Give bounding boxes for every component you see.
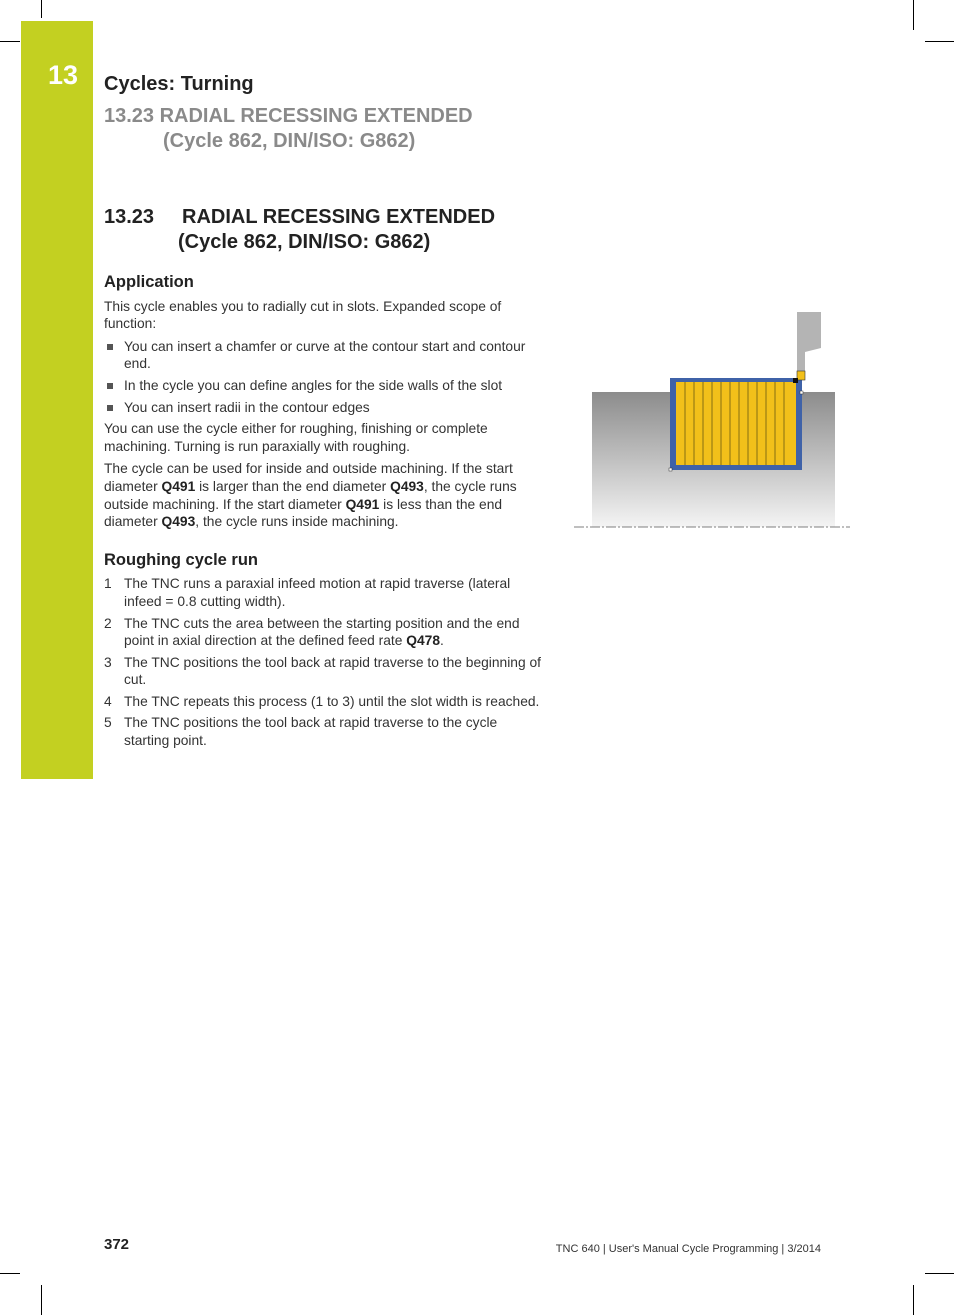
running-header-subtitle: [104, 104, 473, 154]
section-title-line2: (Cycle 862, DIN/ISO: G862): [178, 231, 431, 253]
application-heading: Application: [104, 273, 194, 291]
page-number: 372: [104, 1236, 130, 1253]
parameter-q478: Q478: [406, 633, 441, 649]
application-intro: This cycle enables you to radially cut in slots. Expanded scope of function:: [104, 298, 502, 332]
step-item: [104, 693, 544, 711]
step-item: [104, 615, 544, 650]
crop-mark: [925, 41, 954, 42]
step-text: .: [440, 633, 444, 649]
start-point-marker: [793, 378, 798, 383]
crop-mark: [913, 0, 914, 30]
bullet-square-icon: [107, 405, 113, 411]
application-para3: [104, 460, 544, 530]
text-run: is less than the end diameter: [104, 496, 503, 530]
crop-mark: [41, 1285, 42, 1315]
parameter-q491: Q491: [161, 478, 196, 494]
bullet-square-icon: [107, 383, 113, 389]
step-item: [104, 575, 544, 610]
bullet-text: You can insert a chamfer or curve at the contour start and contour end.: [124, 338, 526, 372]
step-text: The TNC repeats this process (1 to 3) until the slot width is reached.: [124, 693, 540, 709]
step-text: The TNC positions the tool back at rapid traverse to the cycle starting point.: [124, 715, 498, 749]
application-para2: You can use the cycle either for roughing, finishing or complete machining. Turning is run paraxially with roughing.: [104, 421, 488, 454]
parameter-q493: Q493: [161, 514, 196, 530]
tool-holder: [797, 312, 821, 372]
text-run: is larger than the end diameter: [195, 478, 391, 494]
step-number: 5: [104, 715, 112, 731]
running-header-line1: 13.23 RADIAL RECESSING EXTENDED: [104, 105, 473, 127]
running-header-title: Cycles: Turning: [104, 73, 254, 95]
step-item: [104, 714, 544, 749]
crop-mark: [925, 1273, 954, 1274]
bullet-item: [104, 338, 544, 373]
crop-mark: [0, 41, 20, 42]
step-number: 3: [104, 654, 112, 670]
step-number: 1: [104, 576, 112, 592]
chapter-number: 13: [48, 60, 79, 90]
section-heading: [104, 205, 495, 255]
footer-info: TNC 640 | User's Manual Cycle Programming | 3/2014: [555, 1243, 821, 1255]
tool-insert: [797, 371, 805, 380]
step-number: 2: [104, 615, 112, 631]
chapter-tab: [21, 21, 93, 779]
crop-mark: [41, 0, 42, 18]
main-text: [104, 274, 544, 754]
step-text: The TNC runs a paraxial infeed motion at rapid traverse (lateral infeed = 0.8 cutting width).: [124, 576, 511, 609]
text-run: , the cycle runs outside machining. If the start diameter: [104, 478, 517, 512]
parameter-q493: Q493: [390, 478, 424, 494]
corner-marker: [669, 468, 672, 471]
bullet-text: You can insert radii in the contour edges: [124, 399, 370, 415]
bullet-item: [104, 399, 544, 417]
section-number: 13.23: [104, 206, 155, 228]
crop-mark: [913, 1285, 914, 1315]
recessing-illustration: [572, 308, 852, 532]
step-number: 4: [104, 693, 112, 709]
bullet-item: [104, 377, 544, 395]
crop-mark: [0, 1273, 20, 1274]
section-title-line1: RADIAL RECESSING EXTENDED: [182, 206, 496, 228]
corner-marker: [800, 391, 803, 394]
running-header-line2: (Cycle 862, DIN/ISO: G862): [163, 130, 416, 152]
roughing-heading: Roughing cycle run: [104, 550, 259, 569]
step-item: [104, 654, 544, 689]
text-run: The cycle can be used for inside and outside machining. If the start diameter: [104, 461, 513, 494]
step-text: The TNC cuts the area between the starting position and the end point in axial direction at the defined feed rate: [124, 615, 520, 649]
bullet-square-icon: [107, 344, 113, 350]
parameter-q491: Q491: [345, 496, 380, 512]
text-run: , the cycle runs inside machining.: [195, 514, 399, 530]
bullet-text: In the cycle you can define angles for the side walls of the slot: [124, 377, 503, 393]
step-text: The TNC positions the tool back at rapid traverse to the beginning of cut.: [124, 654, 541, 688]
